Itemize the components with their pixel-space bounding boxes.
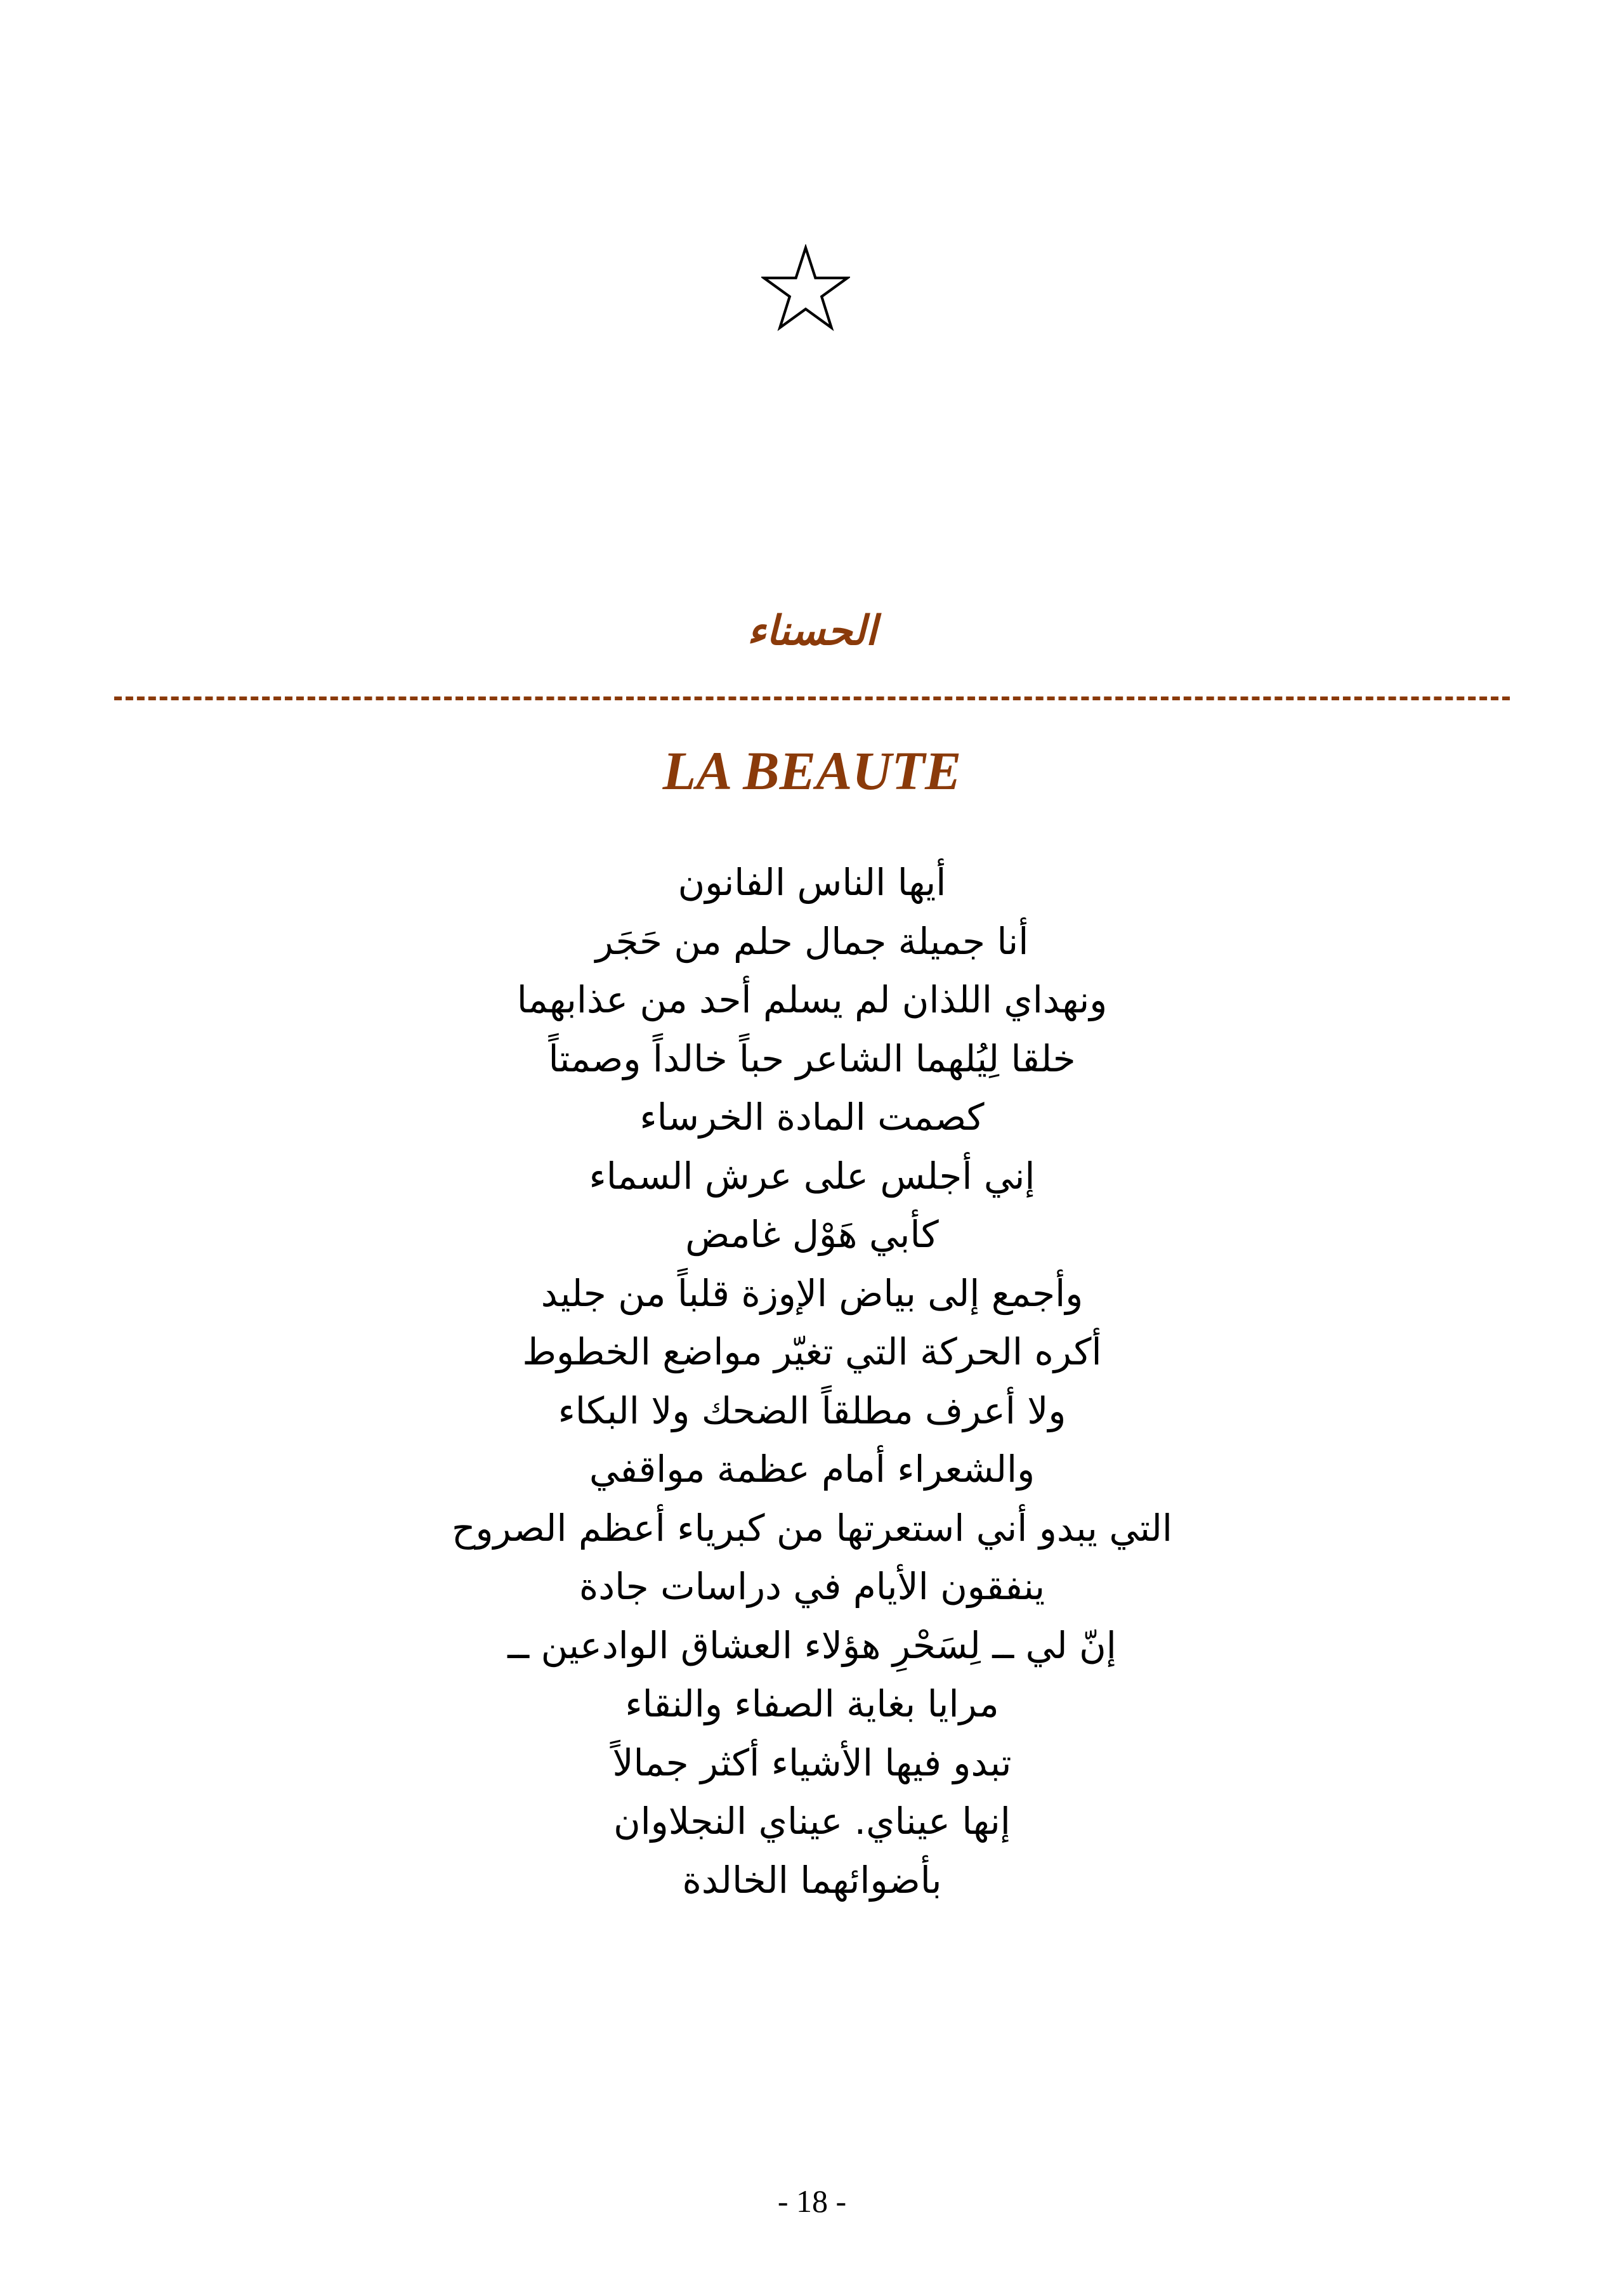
poem-line: كأبي هَوْل غامض: [685, 1213, 939, 1256]
poem-line: تبدو فيها الأشياء أكثر جمالاً: [612, 1741, 1012, 1784]
poem-line: ينفقون الأيام في دراسات جادة: [579, 1565, 1045, 1608]
poem-line: بأضوائهما الخالدة: [682, 1858, 942, 1902]
arabic-title: الحسناء: [747, 608, 877, 655]
poem-line: ونهداي اللذان لم يسلم أحد من عذابهما: [516, 978, 1108, 1021]
poem-line: خلقا لِيُلهما الشاعر حباً خالداً وصمتاً: [548, 1036, 1076, 1080]
poem-line: والشعراء أمام عظمة مواقفي: [589, 1448, 1035, 1491]
poem-line: إنّ لي ــ لِسَحْرِ هؤلاء العشاق الوادعين ــ: [508, 1623, 1116, 1667]
poem-line: التي يبدو أني استعرتها من كبرياء أعظم الصروح: [452, 1506, 1172, 1550]
title-divider: [114, 696, 1510, 700]
poem-line: مرايا بغاية الصفاء والنقاء: [625, 1682, 999, 1725]
poem-line: إنها عيناي. عيناي النجلاوان: [613, 1800, 1011, 1843]
poem-line: ولا أعرف مطلقاً الضحك ولا البكاء: [558, 1389, 1066, 1432]
poem-line: أيها الناس الفانون: [678, 861, 946, 904]
poem: [0, 853, 1624, 1909]
latin-title: LA BEAUTE: [662, 740, 962, 801]
poem-line: كصمت المادة الخرساء: [639, 1095, 985, 1139]
poem-line: إني أجلس على عرش السماء: [589, 1154, 1035, 1198]
poem-line: أكره الحركة التي تغيّر مواضع الخطوط: [522, 1330, 1102, 1373]
page-number: - 18 -: [777, 2183, 847, 2219]
poem-line: وأجمع إلى بياض الإوزة قلباً من جليد: [540, 1271, 1084, 1315]
star-ornament-icon: [761, 244, 850, 333]
star-outline-icon: [761, 244, 850, 333]
poem-line: أنا جميلة جمال حلم من حَجَر: [595, 919, 1029, 963]
